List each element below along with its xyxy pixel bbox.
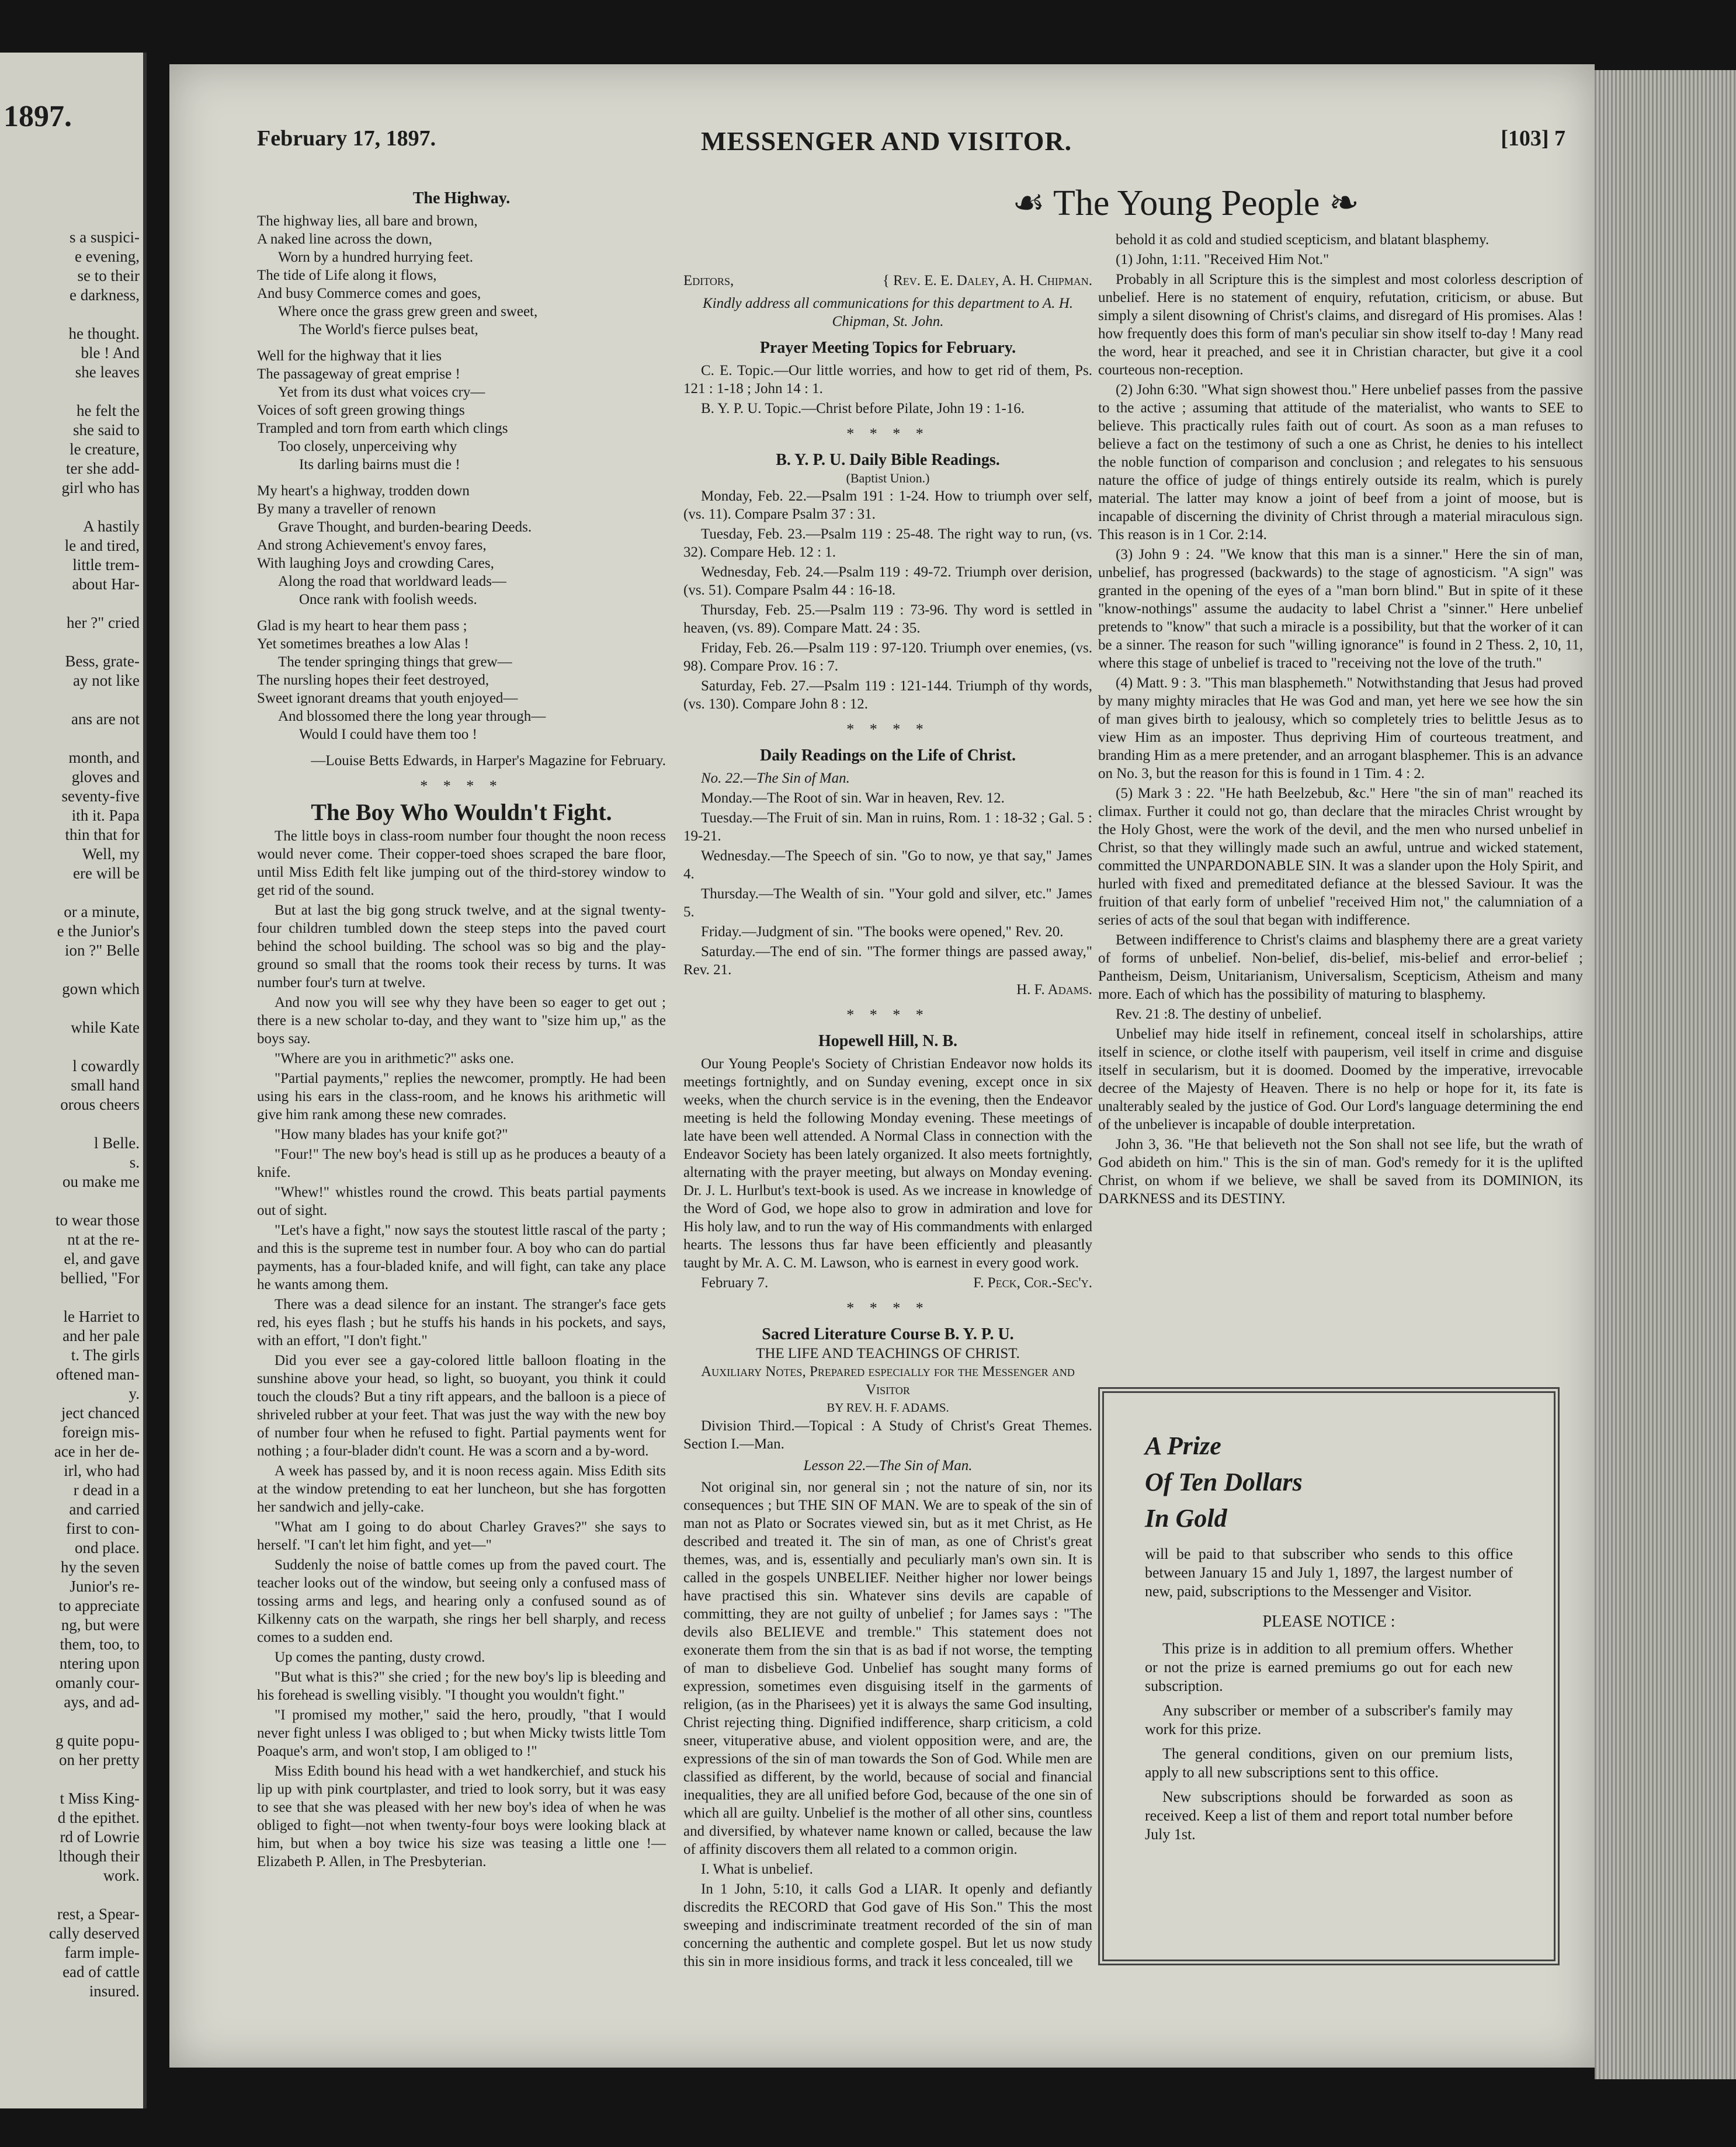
bible-reading: Friday, Feb. 26.—Psalm 119 : 97-120. Triumph over enemies, (vs. 98). Compare Prov. 16 : 7. [683,640,1092,674]
lesson-paragraph: Between indifference to Christ's claims and blasphemy there are a great variety of forms of unbelief. Non-belief, dis-belief, mis-belief and error-belief ; Pantheism, Deism, Unitarianism, Universalism, Scepticism, Atheism and many more. Each of which has the possibility of maturing to blasphemy. [1098,932,1583,1002]
bible-reading: Thursday, Feb. 25.—Psalm 119 : 73-96. Thy word is settled in heaven, (vs. 89). Compare Matt. 24 : 35. [683,602,1092,636]
fragment-line: work. [103,1867,140,1884]
lesson-paragraph: (4) Matt. 9 : 3. "This man blasphemeth." Notwithstanding that Jesus had proved by many mighty miracles that He was God and man, yet here we see how the sin of man gives birth to jealousy, which so completely tries to belittle Jesus as to view Him as an imposter. Thus depriving Him of courteous treatment, and branding Him as a mere pretender, and an arrogant blasphemer. This is an advance on No. 3, but the reason for this is found in 1 Tim. 4 : 2. [1098,675,1583,781]
bible-reading: Tuesday, Feb. 23.—Psalm 119 : 25-48. The right way to run, (vs. 32). Compare Heb. 12 : 1. [683,526,1092,560]
fragment-line [0,883,140,902]
hopewell-title: Hopewell Hill, N. B. [818,1032,957,1050]
story-paragraph: "Whew!" whistles round the crowd. This beats partial payments out of sight. [257,1184,666,1218]
bible-reading: Saturday, Feb. 27.—Psalm 119 : 121-144. Triumph of thy words, (vs. 130). Compare John 8 : 12. [683,678,1092,712]
daily-reading: Friday.—Judgment of sin. "The books were opened," Rev. 20. [701,924,1064,940]
prize-headline-line: Of Ten Dollars [1145,1468,1303,1496]
poem-line: Yet sometimes breathes a low Alas ! [257,636,469,652]
fragment-line: insured. [89,1982,140,2000]
bible-readings-title: B. Y. P. U. Daily Bible Readings. [776,451,1000,469]
lesson-paragraph: John 3, 36. "He that believeth not the Son shall not see life, but the wrath of God abideth on him." This is the sin of man. God's remedy for it is the uplifted Christ, on whom if we believe, we shall be saved from its DOMINION, its DARKNESS and its DESTINY. [1098,1137,1583,1207]
fragment-line: l cowardly [72,1057,140,1075]
bible-readings-subtitle: (Baptist Union.) [846,471,930,485]
fragment-line: le Harriet to [63,1308,140,1325]
fragment-line: ith it. Papa [71,807,140,824]
poem-stanza [257,482,666,609]
course-division: Division Third.—Topical : A Study of Christ's Great Themes. Section I.—Man. [683,1418,1092,1452]
section-divider: * * * * [420,777,503,794]
fragment-line: she said to [73,421,140,439]
fragment-line [0,305,140,324]
page-number: [103] 7 [1501,126,1565,151]
fragment-line: and her pale [63,1327,140,1345]
fragment-line [0,594,140,613]
fragment-line: orous cheers [60,1096,140,1113]
hopewell-body: Our Young People's Society of Christian Endeavor now holds its meetings fortnightly, and on Sunday evening, except once in six weeks, when the church service is in the evening, then the Endeavor meeting is held the following Monday evening. These meetings of late have been well attended. A Normal Class in connection with the Endeavor Society has been lately organized. It also meets fortnightly, alternating with the prayer meeting, but always on Monday evening. Dr. J. L. Hurlbut's text-book is used. As we increase in knowledge of the Word of God, we hope also to grow in admiration and love for His holy law, and to run the way of His commandments with enlarged hearts. The lessons thus far have been efficiently and pleasantly taught by Mr. A. C. M. Lawson, who is earnest in every good work. [683,1056,1092,1271]
lesson-paragraph: I. What is unbelief. [701,1861,813,1877]
fragment-line: ead of cattle [63,1963,140,1981]
fragment-line: her ?" cried [67,614,140,631]
lesson-paragraph: (1) John, 1:11. "Received Him Not." [1116,252,1329,267]
fragment-line: bellied, "For [60,1269,140,1287]
fragment-line: e evening, [75,248,140,265]
page-content [169,64,1595,2068]
fragment-line: ays, and ad- [64,1693,140,1711]
prize-notice: PLEASE NOTICE : [1262,1613,1395,1631]
adjacent-page-text [0,228,140,2001]
daily-reading: Monday.—The Root of sin. War in heaven, Rev. 12. [701,790,1005,806]
fragment-line [0,382,140,401]
fragment-line: t Miss King- [60,1790,140,1807]
bible-reading: Wednesday, Feb. 24.—Psalm 119 : 49-72. Triumph over derision, (vs. 51). Compare Psalm 44 : 16-18. [683,564,1092,598]
daily-readings-title: Daily Readings on the Life of Christ. [760,746,1016,765]
story-paragraph: There was a dead silence for an instant. The stranger's face gets red, his eyes flash ; but he stuffs his hands in his pockets, and says, with an effort, "I don't fight." [257,1297,666,1349]
section-divider: * * * * [846,1300,929,1316]
fragment-line: ion ?" Belle [65,942,140,959]
poem-line: Would I could have them too ! [299,727,477,742]
poem-line: And busy Commerce comes and goes, [257,286,481,301]
story-paragraph: "Partial payments," replies the newcomer, promptly. He had been using his ears in the class-room, and he knows his arithmetic will give him rank among these new comrades. [257,1071,666,1123]
story-paragraph: But at last the big gong struck twelve, and at the signal twenty-four children tumbled down the steep steps into the paved court behind the school building. The school was so big and the play-ground so small that the rooms took their recess by turns. It was number four's turn at twelve. [257,902,666,991]
masthead: MESSENGER AND VISITOR. [701,126,1072,156]
daily-readings [683,789,1092,979]
fragment-line: small hand [71,1076,140,1094]
daily-reading: Wednesday.—The Speech of sin. "Go to now, ye that say," James 4. [683,848,1092,882]
fragment-line: r dead in a [73,1481,140,1499]
fragment-line: le creature, [70,440,140,458]
story-paragraph: "How many blades has your knife got?" [275,1127,508,1142]
fragment-line: s a suspici- [70,228,140,246]
fragment-line: he felt the [77,402,140,419]
poem-line: The nursling hopes their feet destroyed, [257,672,489,688]
daily-readings-signature: H. F. Adams. [1016,982,1092,998]
lesson-paragraph: (3) John 9 : 24. "We know that this man is a sinner." Here the sin of man, unbelief, has progressed (backwards) to the stage of agnosticism. "A sign" was granted in the opening of the eyes of a "man born blind." But in spite of it these "know-nothings" assume the audacity to label Christ a "sinner." Here unbelief pretends to "know" that such a miracle is a possibility, but that the worker of it can be a sinner. The reason for such "willing ignorance" is found in 2 Thess. 2, 10, 11, where this stage of unbelief is traced to "receiving not the love of the truth." [1098,547,1583,671]
story-paragraph: "I promised my mother," said the hero, proudly, "that I would never fight unless I was obliged to ; but when Micky twists little Tom Poaque's arm, and won't stop, I am obliged to !" [257,1707,666,1759]
story-paragraph: Did you ever see a gay-colored little balloon floating in the sunshine above your head, so light, so buoyant, you think it could touch the clouds? But a tiny rift appears, and the balloon is a piece of shriveled rubber at your feet. That was just the way with the new boy of number four when he refused to fight. Partial payments went for nothing ; a four-blader didn't count. He was a scorn and a by-word. [257,1353,666,1459]
fragment-line: about Har- [72,575,140,593]
fragment-line [0,999,140,1018]
prize-headline-line: A Prize [1145,1432,1221,1460]
prize-points [1145,1639,1513,1844]
lesson-paragraph: In 1 John, 5:10, it calls God a LIAR. It openly and defiantly discredits the RECORD that God gave of His Son." This the most sweeping and indiscriminate treatment recorded of the sin of man concerning the authentic and complete gospel. But let us now study this sin in more insidious forms, and track it less concealed, till we [683,1881,1092,1969]
fragment-line: nt at the re- [67,1231,140,1248]
fragment-line: el, and gave [64,1250,140,1267]
story-paragraph: Miss Edith bound his head with a wet handkerchief, and stuck his lip up with pink courtplaster, and tried to look sorry, but it was easy to see that she was pleased with her new boy's idea of when he was obliged to fight—not when twenty-four boys were looking black at him, but when a boy twice his size was teasing a little one !—Elizabeth P. Allen, in The Presbyterian. [257,1763,666,1870]
editors-line [683,272,1092,290]
fragment-line [0,633,140,652]
fragment-line: se to their [77,267,140,284]
fragment-line: gloves and [71,768,140,786]
lesson-continued [1098,231,1583,1208]
poem-line: By many a traveller of renown [257,501,436,517]
poem-line: Along the road that worldward leads— [278,574,506,589]
fragment-line: Well, my [82,845,140,863]
fragment-line: farm imple- [64,1944,140,1961]
fragment-line: ere will be [73,864,140,882]
lesson-paragraph: Rev. 21 :8. The destiny of unbelief. [1116,1006,1322,1022]
daily-reading: Thursday.—The Wealth of sin. "Your gold and silver, etc." James 5. [683,886,1092,920]
story-paragraph: "What am I going to do about Charley Graves?" she says to herself. "I can't let him fight, and yet—" [257,1519,666,1553]
adjacent-page-fragment [0,53,147,2108]
lesson-title: Lesson 22.—The Sin of Man. [803,1458,973,1474]
section-title: ☙ The Young People ❧ [1012,183,1359,223]
hopewell-signature: F. Peck, Cor.-Sec'y. [973,1275,1092,1291]
poem-line: With laughing Joys and crowding Cares, [257,555,494,571]
poem-line: Too closely, unperceiving why [278,439,457,454]
daily-readings-subtitle: No. 22.—The Sin of Man. [701,770,850,786]
fragment-line: gown which [62,980,140,998]
fragment-line: y. [129,1385,140,1402]
fragment-line: ace in her de- [54,1443,140,1460]
fragment-line: g quite popu- [55,1732,140,1749]
poem-title: The Highway. [412,189,511,207]
fragment-line [0,1770,140,1789]
prize-headline-line: In Gold [1145,1504,1227,1533]
fragment-line: them, too, to [60,1635,140,1653]
poem-line: A naked line across the down, [257,231,432,247]
poem-line: Yet from its dust what voices cry— [278,384,485,400]
poem-stanza [257,212,666,339]
poem-line: The highway lies, all bare and brown, [257,213,478,229]
fragment-line [0,690,140,710]
fragment-line: ter she add- [66,460,140,477]
prayer-topic: C. E. Topic.—Our little worries, and how to get rid of them, Ps. 121 : 1-18 ; John 14 : 1. [683,363,1092,397]
prize-point: This prize is in addition to all premium offers. Whether or not the prize is earned premiums go out for each new subscription. [1145,1640,1513,1694]
fragment-line: month, and [68,749,140,766]
poem-line: Trampled and torn from earth which clings [257,421,508,436]
prize-point: The general conditions, given on our premium lists, apply to all new subscriptions sent to this office. [1145,1745,1513,1781]
fragment-line [0,960,140,979]
lesson-paragraph: (2) John 6:30. "What sign showest thou." Here unbelief passes from the passive to the active ; assuming that attitude of the materialist, who wants to SEE to believe. This practically rules faith out of court. As soon as a man refuses to believe a fact on the testimony of such a one as Christ, he denies to his intellect the noble function of comparison and conclusion ; and relegates to his sensuous nature the office of judge of things entirely outside its realm, which is purely material. The latter may know a joint of beef from a joint of moose, but is incapable of discerning the divinity of Christ through a material miraculous sign. This reason is in 1 Cor. 2:14. [1098,382,1583,543]
fragment-line: ay not like [73,672,140,689]
poem-stanza [257,347,666,474]
fragment-line: little trem- [72,556,140,574]
daily-reading: Tuesday.—The Fruit of sin. Man in ruins, Rom. 1 : 18-32 ; Gal. 5 : 19-21. [683,810,1092,844]
course-author: BY REV. H. F. ADAMS. [827,1401,949,1415]
lesson-paragraph: (5) Mark 3 : 22. "He hath Beelzebub, &c." Here "the sin of man" reached its climax. Further it could not go, than declare that the miracles Christ wrought by the Holy Ghost, were the work of the devil, and the men who nursed unbelief in Christ, so that they willingly made such an awful, untrue and wicked statement, committed the UNPARDONABLE SIN. It was a slander upon the Holy Spirit, and hurled with fixed and premeditated defiance at the blessed Saviour. It was the fruition of that early form of unbelief "received Him not," the calumniation of a series of acts of the soul that began with indifference. [1098,786,1583,928]
fragment-line: thin that for [65,826,140,843]
prize-point: New subscriptions should be forwarded as soon as received. Keep a list of them and report total number before July 1st. [1145,1788,1513,1843]
story-paragraph: The little boys in class-room number four thought the noon recess would never come. Their copper-toed shoes scraped the bare floor, until Miss Edith felt like jumping out of the third-storey window to get rid of the sound. [257,828,666,898]
fragment-line: le and tired, [64,537,140,554]
story-paragraph: A week has passed by, and it is noon recess again. Miss Edith sits at the window pretending to eat her luncheon, but she has forgotten her sandwich and jelly-cake. [257,1463,666,1515]
lesson-paragraph: Probably in all Scripture this is the simplest and most colorless description of unbelief. Here is no statement of enquiry, refutation, criticism, or abuse. But simply a silent disowning of Christ's claims, and disregard of His promises. Alas ! how frequently does this form of man's peculiar sin show itself to-day ! Many read the word, hear it preached, and see it in Christian character, but give it a cool courteous non-reception. [1098,272,1583,378]
fragment-line: A hastily [83,517,140,535]
fragment-line [0,498,140,517]
poem-line: Worn by a hundred hurrying feet. [278,249,473,265]
fragment-line: s. [129,1154,140,1171]
prayer-topics [683,362,1092,418]
story-paragraph: Suddenly the noise of battle comes up from the paved court. The teacher looks out of the window, but seeing only a confused mass of tossing arms and legs, and hearing only a confused sound as of Kilkenny cats on the warpath, she rings her bell sharply, and recess comes to a sudden end. [257,1557,666,1645]
fragment-line: Junior's re- [70,1578,140,1595]
column-one [257,181,666,1872]
bible-reading: Monday, Feb. 22.—Psalm 191 : 1-24. How to triumph over self, (vs. 11). Compare Psalm 37 : 31. [683,488,1092,522]
poem-credit: —Louise Betts Edwards, in Harper's Magazine for February. [311,753,666,769]
fragment-line: d the epithet. [57,1809,140,1826]
story-paragraph: "Four!" The new boy's head is still up as he produces a beauty of a knife. [257,1147,666,1180]
poem-line: Where once the grass grew green and sweet, [278,304,538,319]
poem-stanza [257,617,666,744]
bible-readings [683,487,1092,713]
poem-line: Once rank with foolish weeds. [299,592,477,607]
prayer-topic: B. Y. P. U. Topic.—Christ before Pilate, John 19 : 1-16. [701,401,1025,416]
issue-date: February 17, 1897. [257,126,436,151]
fragment-line: e the Junior's [57,922,140,940]
poem-line: Sweet ignorant dreams that youth enjoyed— [257,690,518,706]
fragment-line: while Kate [71,1019,140,1036]
fragment-line: ou make me [63,1173,140,1190]
prayer-topics-title: Prayer Meeting Topics for February. [759,339,1016,357]
course-notes: Auxiliary Notes, Prepared especially for the Messenger and Visitor [701,1364,1075,1398]
story-paragraph: And now you will see why they have been so eager to get out ; there is a new scholar to-day, and they want to "size him up," as the boys say. [257,995,666,1047]
poem-line: Grave Thought, and burden-bearing Deeds. [278,519,532,535]
section-divider: * * * * [846,721,929,738]
adjacent-page-year: 1897. [4,100,72,133]
fragment-line: girl who has [61,479,140,496]
poem-line: And blossomed there the long year through— [278,708,546,724]
fragment-line: oftened man- [55,1366,140,1383]
fragment-line: hy the seven [61,1558,140,1576]
fragment-line [0,1288,140,1307]
hopewell-signoff [683,1274,1092,1292]
fragment-line [0,1191,140,1211]
poem-line: Its darling bairns must die ! [299,457,460,473]
story-paragraph: "But what is this?" she cried ; for the new boy's lip is bleeding and his forehead is swelling visibly. "I thought you wouldn't fight." [257,1669,666,1703]
fragment-line: she leaves [75,363,140,381]
lesson-body [683,1478,1092,1971]
fragment-line: omanly cour- [55,1674,140,1691]
fragment-line: ng, but were [61,1616,140,1634]
fragment-line: to appreciate [58,1597,140,1614]
fragment-line: first to con- [66,1520,140,1537]
lesson-paragraph: Not original sin, nor general sin ; not the nature of sin, nor its consequences ; but THE SIN OF MAN. We are to speak of the sin of man not as Plato or Socrates viewed sin, but as it met Christ, as He described and treated it. The sin of man, as one of Christ's great themes, was, and is, essentially and peculiarly man's own sin. It is called in the gospels UNBELIEF. Neither higher nor lower beings have practised this sin. Whatever sins devils are capable of committing, they are not guilty of unbelief ; for James says : "The devils also BELIEVE and tremble." This statement does not exonerate them from the sin that is as bad if not worse, the tempting of man to disbelieve God. Unbelief has sought many forms of expression, sometimes even disguising itself in the garments of religion, (as in the Pharisees) yet it is always the same God insulting, Christ rejecting thing. Dignified indifference, sharp criticism, a cold sneer, vituperative abuse, and violent opposition were, and are, the expressions of the sin of man towards the Son of God. While men are classified as different, by the world, because of social and financial inequalities, they are all unified before God, because of the one sin of which all are guilty. Unbelief is the mother of all other sins, countless and diversified, by whatever name known or called, because the law of affinity discovers them all related to a common origin. [683,1479,1092,1857]
story-paragraph: "Where are you in arithmetic?" asks one. [275,1051,514,1066]
fragment-line: rd of Lowrie [60,1828,140,1846]
fragment-line: to wear those [55,1211,140,1229]
fragment-line: foreign mis- [62,1423,140,1441]
fragment-line: l Belle. [94,1134,140,1152]
fragment-line: e darkness, [70,286,140,304]
prize-headline [1145,1428,1513,1537]
section-divider: * * * * [846,1006,929,1023]
fragment-line: or a minute, [64,903,140,920]
poem-line: Voices of soft green growing things [257,402,465,418]
fragment-line: ntering upon [59,1655,140,1672]
page-header [257,126,1565,161]
fragment-line [0,1114,140,1134]
lesson-paragraph: behold it as cold and studied scepticism, and blatant blasphemy. [1116,232,1490,248]
fragment-line: he thought. [68,325,140,342]
fragment-line: on her pretty [59,1751,140,1769]
fragment-line: irl, who had [64,1462,140,1479]
fragment-line: ond place. [75,1539,140,1557]
fragment-line [0,1885,140,1905]
column-two [683,272,1092,1972]
poem-line: The tide of Life along it flows, [257,267,437,283]
page-stack-edge [1595,70,1736,2079]
story-body [257,827,666,1871]
fragment-line: ans are not [71,710,140,728]
prize-advertisement [1098,1387,1560,1965]
fragment-line [0,729,140,748]
poem-line: My heart's a highway, trodden down [257,483,470,499]
story-paragraph: Up comes the panting, dusty crowd. [275,1649,485,1665]
poem [257,212,666,744]
hopewell-date: February 7. [701,1275,769,1291]
editors-names: { Rev. E. E. Daley, A. H. Chipman. [882,273,1092,289]
fragment-line: Bess, grate- [65,652,140,670]
fragment-line: t. The girls [71,1346,140,1364]
editors-label: Editors, [683,273,734,289]
course-title: Sacred Literature Course B. Y. P. U. [762,1325,1014,1343]
fragment-line: and carried [69,1500,140,1518]
fragment-line: seventy-five [61,787,140,805]
column-three [1098,231,1583,1210]
story-paragraph: "Let's have a fight," now says the stoutest little rascal of the party ; and this is the supreme test in number four. A boy who can do partial payments, has a four-bladed knife, and will fight, can take any place he wants among them. [257,1222,666,1293]
fragment-line: ble ! And [81,344,140,362]
poem-line: Glad is my heart to hear them pass ; [257,618,467,634]
story-title: The Boy Who Wouldn't Fight. [311,799,612,825]
poem-line: The tender springing things that grew— [278,654,512,670]
daily-reading: Saturday.—The end of sin. "The former things are passed away," Rev. 21. [683,944,1092,978]
fragment-line: ject chanced [61,1404,140,1422]
poem-line: And strong Achievement's envoy fares, [257,537,487,553]
section-divider: * * * * [846,425,929,442]
fragment-line: lthough their [58,1847,140,1865]
prize-body: will be paid to that subscriber who sends to this office between January 15 and July 1, 1897, the largest number of new, paid, subscriptions to the Messenger and Visitor. [1145,1545,1513,1600]
prize-point: Any subscriber or member of a subscriber's family may work for this prize. [1145,1702,1513,1738]
fragment-line: rest, a Spear- [57,1905,140,1923]
fragment-line [0,1712,140,1731]
poem-line: The passageway of great emprise ! [257,366,460,382]
poem-line: Well for the highway that it lies [257,348,442,364]
address-note: Kindly address all communications for this department to A. H. Chipman, St. John. [702,296,1073,329]
lesson-paragraph: Unbelief may hide itself in refinement, conceal itself in scholarships, attire itself in science, or clothe itself with pauperism, veil itself in crime and disguise itself in secularism, but it is doomed. Doomed by the imperative, irrevocable decree of the Majesty of Heaven. There is no help or hope for it, its fate is unalterably sealed by the justice of God. Our Lord's language determining the end of the unbeliever is incapable of double interpretation. [1098,1026,1583,1132]
fragment-line: cally deserved [48,1924,140,1942]
poem-line: The World's fierce pulses beat, [299,322,478,338]
fragment-line [0,1037,140,1057]
course-subtitle: THE LIFE AND TEACHINGS OF CHRIST. [756,1346,1020,1361]
